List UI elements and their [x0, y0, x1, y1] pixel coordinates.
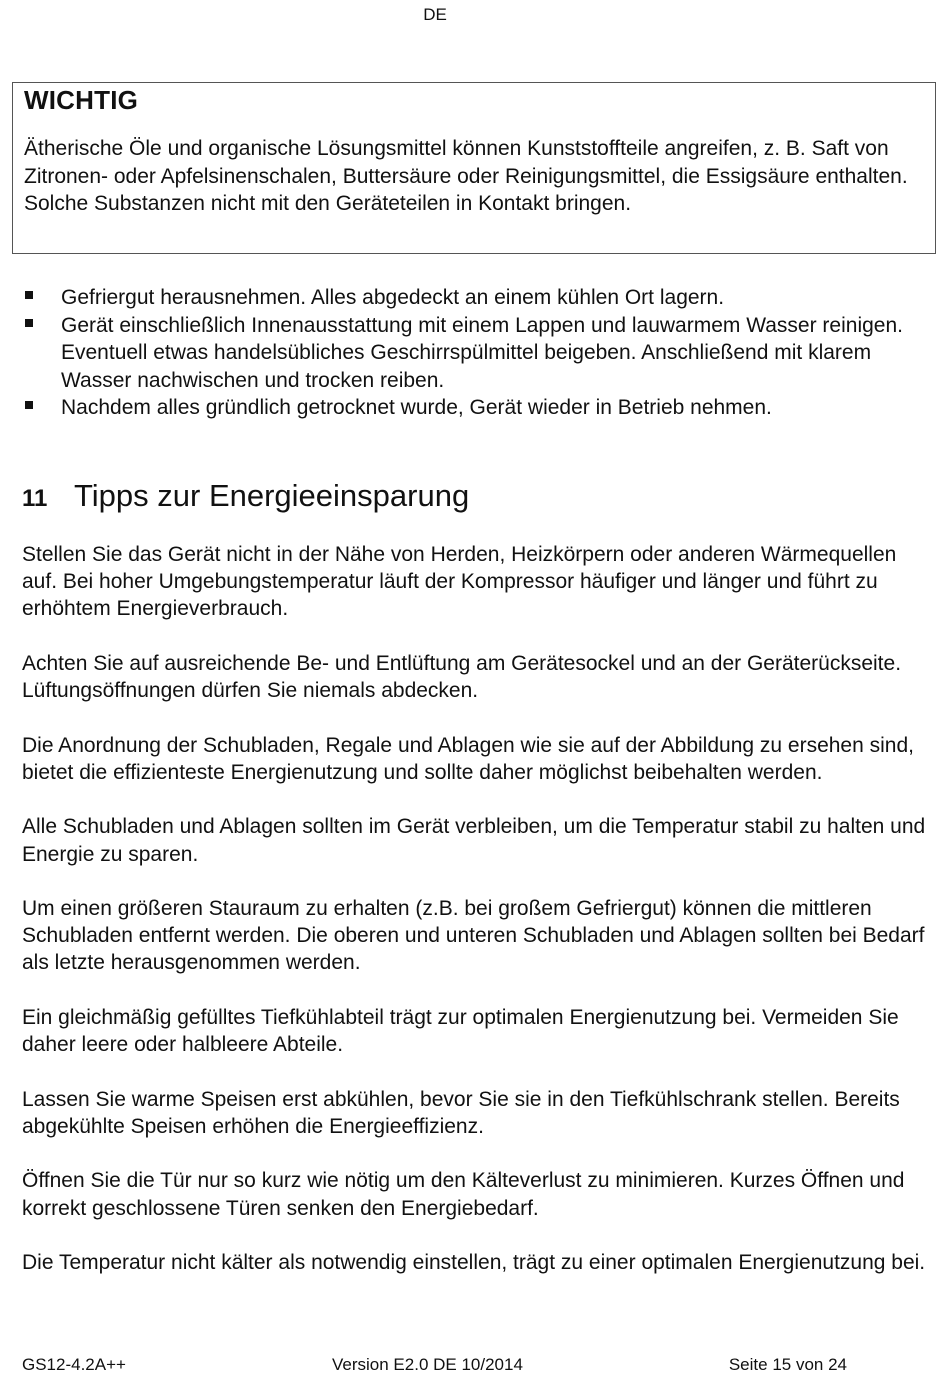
- section-number: 11: [22, 485, 48, 512]
- list-item: [22, 394, 932, 422]
- important-notice-box: [12, 82, 936, 254]
- cleaning-steps-list: [22, 284, 932, 422]
- section-heading: [22, 478, 469, 514]
- square-bullet-icon: [25, 401, 33, 409]
- paragraph: Die Temperatur nicht kälter als notwendig einstellen, trägt zu einer optimalen Energienutzung bei.: [22, 1251, 926, 1275]
- paragraph: Lassen Sie warme Speisen erst abkühlen, bevor Sie sie in den Tiefkühlschrank stellen. Bereits abgekühlte Speisen erhöhen die Energieeffizienz.: [22, 1087, 900, 1138]
- paragraph: Achten Sie auf ausreichende Be- und Entlüftung am Gerätesockel und an der Geräterückseite. Lüftungsöffnungen dürfen Sie niemals abdecken.: [22, 651, 902, 703]
- footer-model: GS12-4.2A++: [22, 1355, 126, 1374]
- list-item: [22, 312, 932, 395]
- section-title: Tipps zur Energieeinsparung: [74, 478, 470, 513]
- paragraph: Alle Schubladen und Ablagen sollten im Gerät verbleiben, um die Temperatur stabil zu halten und Energie zu sparen.: [22, 815, 926, 866]
- paragraph: Stellen Sie das Gerät nicht in der Nähe von Herden, Heizkörpern oder anderen Wärmequellen auf. Bei hoher Umgebungstemperatur läuft der Kompressor häufiger und länger und führt zu erhöhtem Energieverbrauch.: [22, 543, 897, 621]
- list-item-text: Nachdem alles gründlich getrocknet wurde, Gerät wieder in Betrieb nehmen.: [61, 396, 772, 419]
- footer-version: Version E2.0 DE 10/2014: [332, 1355, 523, 1374]
- paragraph: Die Anordnung der Schubladen, Regale und Ablagen wie sie auf der Abbildung zu ersehen sind, bietet die effizienteste Energienutzung und sollte daher möglichst beibehalten werden.: [22, 733, 914, 784]
- list-item: [22, 284, 932, 312]
- square-bullet-icon: [25, 291, 33, 299]
- paragraph: Um einen größeren Stauraum zu erhalten (z.B. bei großem Gefriergut) können die mittleren Schubladen entfernt werden. Die oberen und unteren Schubladen und Ablagen sollten bei Bedarf als letzte herausgenommen werden.: [22, 897, 925, 975]
- notice-text: Ätherische Öle und organische Lösungsmittel können Kunststoffteile angreifen, z. B. Saft von Zitronen- oder Apfelsinenschalen, Buttersäure oder Reinigungsmittel, die Essigsäure enthalten. Solche Substanzen nicht mit den Geräteteilen in Kontakt bringen.: [24, 137, 908, 215]
- list-item-text: Gerät einschließlich Innenausstattung mit einem Lappen und lauwarmem Wasser reinigen. Eventuell etwas handelsübliches Geschirrspülmittel beigeben. Anschließend mit klarem Wasser nachwischen und trocken reiben.: [61, 313, 903, 392]
- language-label: DE: [423, 5, 447, 24]
- square-bullet-icon: [25, 319, 33, 327]
- list-item-text: Gefriergut herausnehmen. Alles abgedeckt an einem kühlen Ort lagern.: [61, 286, 725, 309]
- paragraph: Ein gleichmäßig gefülltes Tiefkühlabteil trägt zur optimalen Energienutzung bei. Vermeiden Sie daher leere oder halbleere Abteile.: [22, 1005, 899, 1057]
- paragraph: Öffnen Sie die Tür nur so kurz wie nötig um den Kälteverlust zu minimieren. Kurzes Öffnen und korrekt geschlossene Türen senken den Energiebedarf.: [22, 1169, 905, 1220]
- footer-page-number: Seite 15 von 24: [728, 1355, 847, 1374]
- energy-tips-body: [22, 541, 934, 1304]
- notice-title: WICHTIG: [24, 85, 139, 115]
